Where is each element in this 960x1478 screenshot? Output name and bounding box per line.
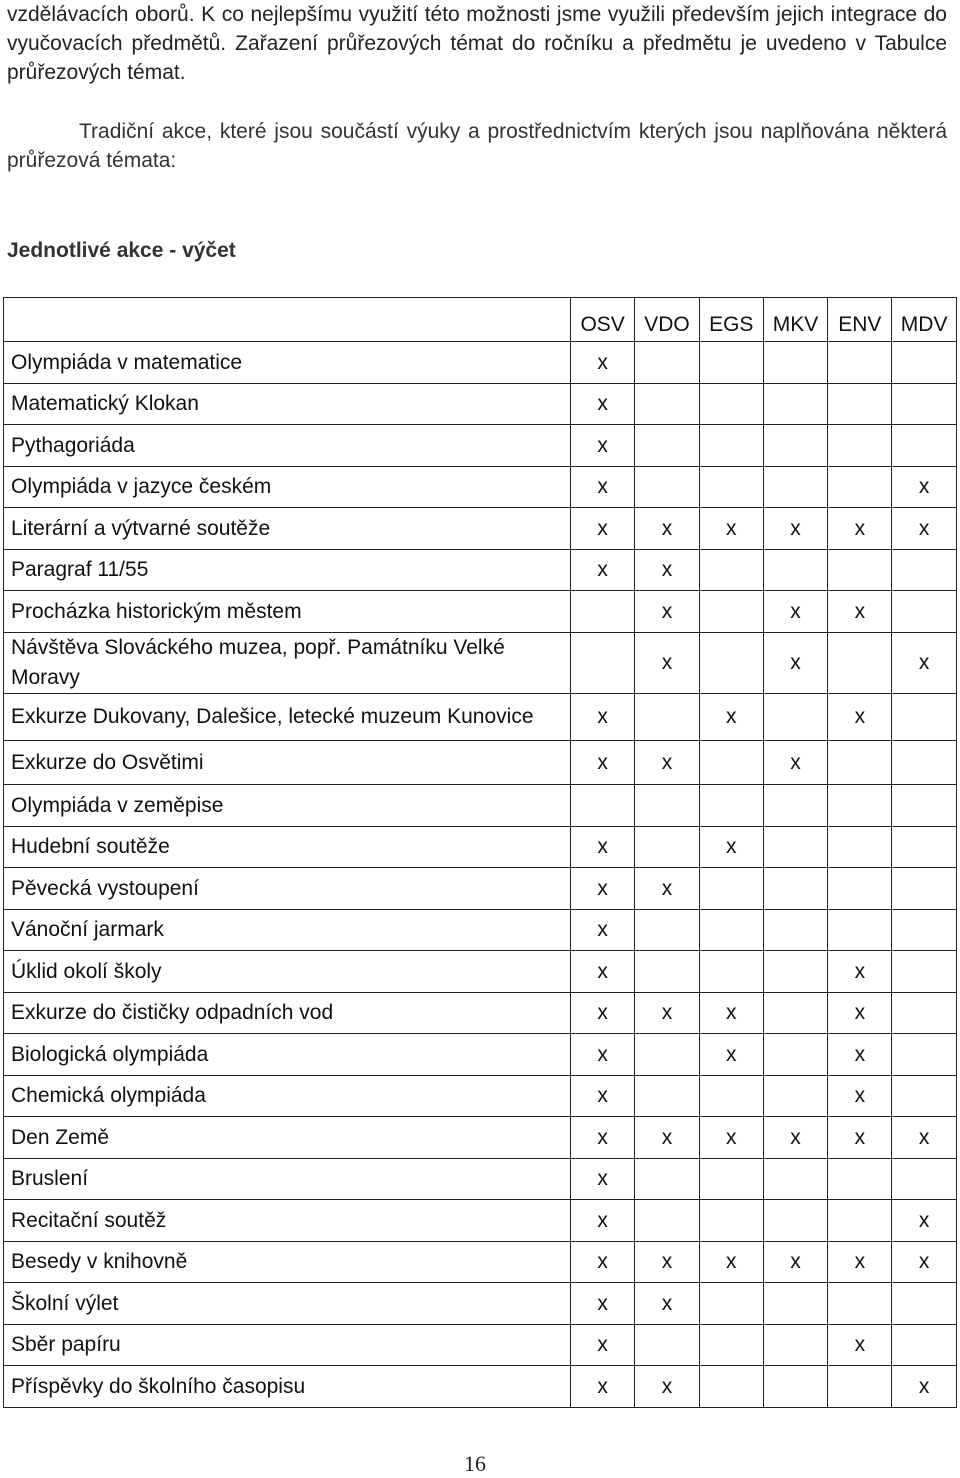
mark-cell-mdv [892, 1034, 956, 1076]
mark-cell-egs [699, 741, 763, 785]
table-row [4, 1366, 957, 1408]
mark-cell-vdo [635, 785, 699, 827]
action-name-cell: Paragraf 11/55 [4, 550, 571, 591]
mark-cell-egs: x [699, 827, 763, 868]
table-row [4, 384, 957, 425]
mark-cell-mdv [892, 868, 956, 910]
mark-cell-osv: x [571, 951, 635, 993]
table-row [4, 1200, 957, 1242]
action-name-cell: Recitační soutěž [4, 1200, 571, 1242]
mark-cell-osv: x [571, 1159, 635, 1200]
header-mdv: MDV [892, 298, 956, 342]
mark-cell-mdv: x [892, 508, 956, 550]
action-name-cell: Matematický Klokan [4, 384, 571, 425]
table-row [4, 694, 957, 741]
table-row [4, 1242, 957, 1283]
table-row [4, 951, 957, 993]
mark-cell-env: x [828, 1076, 892, 1117]
mark-cell-mkv [763, 1200, 827, 1242]
table-row [4, 591, 957, 633]
mark-cell-osv: x [571, 741, 635, 785]
mark-cell-env [828, 467, 892, 508]
mark-cell-env [828, 550, 892, 591]
table-row [4, 550, 957, 591]
mark-cell-egs [699, 1283, 763, 1325]
mark-cell-mkv [763, 342, 827, 384]
mark-cell-mkv [763, 550, 827, 591]
action-name-cell: Olympiáda v matematice [4, 342, 571, 384]
mark-cell-env: x [828, 951, 892, 993]
mark-cell-egs: x [699, 1117, 763, 1159]
mark-cell-vdo: x [635, 591, 699, 633]
mark-cell-mdv [892, 993, 956, 1034]
mark-cell-env: x [828, 1034, 892, 1076]
mark-cell-mdv [892, 384, 956, 425]
mark-cell-mkv [763, 951, 827, 993]
mark-cell-vdo: x [635, 633, 699, 694]
action-name-cell: Exkurze do Osvětimi [4, 741, 571, 785]
table-row [4, 785, 957, 827]
mark-cell-osv: x [571, 384, 635, 425]
mark-cell-env: x [828, 591, 892, 633]
header-egs: EGS [699, 298, 763, 342]
mark-cell-egs [699, 1159, 763, 1200]
mark-cell-mkv [763, 694, 827, 741]
mark-cell-egs [699, 868, 763, 910]
mark-cell-osv: x [571, 1117, 635, 1159]
mark-cell-env [828, 384, 892, 425]
mark-cell-mkv [763, 1159, 827, 1200]
mark-cell-osv: x [571, 827, 635, 868]
mark-cell-vdo [635, 1034, 699, 1076]
table-header-row [4, 298, 957, 342]
mark-cell-mdv [892, 550, 956, 591]
action-name-cell: Exkurze do čističky odpadních vod [4, 993, 571, 1034]
mark-cell-egs: x [699, 1034, 763, 1076]
table-row [4, 1159, 957, 1200]
table-row [4, 1117, 957, 1159]
intro-paragraph: vzdělávacích oborů. K co nejlepšímu využití této možnosti jsme využili především jejich integrace do vyučovacích předmětů. Zařazení průřezových témat do ročníku a předmětu je uvedeno v Tabulce průřezových témat. [7, 3, 947, 84]
mark-cell-vdo [635, 384, 699, 425]
mark-cell-env [828, 1200, 892, 1242]
actions-table [3, 297, 957, 1408]
mark-cell-vdo [635, 694, 699, 741]
mark-cell-vdo [635, 827, 699, 868]
mark-cell-osv: x [571, 1283, 635, 1325]
mark-cell-vdo: x [635, 1242, 699, 1283]
action-name-cell: Sběr papíru [4, 1325, 571, 1366]
header-env: ENV [828, 298, 892, 342]
action-name-cell: Příspěvky do školního časopisu [4, 1366, 571, 1408]
table-row [4, 1325, 957, 1366]
mark-cell-egs [699, 1200, 763, 1242]
action-name-cell: Návštěva Slováckého muzea, popř. Památníku Velké Moravy [4, 633, 571, 694]
mark-cell-vdo: x [635, 993, 699, 1034]
mark-cell-vdo [635, 910, 699, 951]
action-name-cell: Bruslení [4, 1159, 571, 1200]
mark-cell-osv: x [571, 342, 635, 384]
mark-cell-vdo: x [635, 550, 699, 591]
header-empty-cell [4, 298, 571, 342]
mark-cell-egs [699, 1325, 763, 1366]
action-name-cell: Pěvecká vystoupení [4, 868, 571, 910]
mark-cell-mdv: x [892, 1117, 956, 1159]
mark-cell-egs: x [699, 508, 763, 550]
mark-cell-mkv [763, 1366, 827, 1408]
mark-cell-env [828, 868, 892, 910]
mark-cell-osv [571, 633, 635, 694]
action-name-cell: Úklid okolí školy [4, 951, 571, 993]
mark-cell-mdv [892, 827, 956, 868]
mark-cell-mdv [892, 1076, 956, 1117]
mark-cell-mdv [892, 342, 956, 384]
table-row [4, 868, 957, 910]
mark-cell-mkv [763, 827, 827, 868]
mark-cell-mkv [763, 425, 827, 467]
mark-cell-env: x [828, 694, 892, 741]
action-name-cell: Den Země [4, 1117, 571, 1159]
mark-cell-mdv [892, 785, 956, 827]
mark-cell-egs [699, 591, 763, 633]
mark-cell-vdo [635, 1325, 699, 1366]
mark-cell-mdv [892, 694, 956, 741]
action-name-cell: Procházka historickým městem [4, 591, 571, 633]
mark-cell-vdo [635, 425, 699, 467]
mark-cell-egs [699, 550, 763, 591]
action-name-cell: Vánoční jarmark [4, 910, 571, 951]
mark-cell-osv [571, 591, 635, 633]
mark-cell-osv: x [571, 910, 635, 951]
mark-cell-vdo [635, 342, 699, 384]
mark-cell-vdo: x [635, 741, 699, 785]
mark-cell-osv: x [571, 467, 635, 508]
mark-cell-mdv: x [892, 1200, 956, 1242]
mark-cell-mdv [892, 910, 956, 951]
mark-cell-mdv [892, 425, 956, 467]
mark-cell-vdo [635, 1159, 699, 1200]
actions-table-container [3, 297, 957, 1408]
mark-cell-vdo: x [635, 868, 699, 910]
action-name-cell: Olympiáda v jazyce českém [4, 467, 571, 508]
mark-cell-osv: x [571, 508, 635, 550]
table-row [4, 1283, 957, 1325]
mark-cell-env: x [828, 1242, 892, 1283]
mark-cell-mkv: x [763, 741, 827, 785]
mark-cell-osv: x [571, 868, 635, 910]
action-name-cell: Biologická olympiáda [4, 1034, 571, 1076]
mark-cell-mkv [763, 1034, 827, 1076]
mark-cell-mdv: x [892, 1242, 956, 1283]
section-heading: Jednotlivé akce - výčet [7, 239, 236, 262]
mark-cell-osv: x [571, 1366, 635, 1408]
action-name-cell: Pythagoriáda [4, 425, 571, 467]
action-name-cell: Školní výlet [4, 1283, 571, 1325]
mark-cell-vdo: x [635, 1283, 699, 1325]
table-body [4, 342, 957, 1408]
action-name-cell: Exkurze Dukovany, Dalešice, letecké muzeum Kunovice [4, 694, 571, 741]
mark-cell-egs: x [699, 1242, 763, 1283]
mark-cell-env [828, 633, 892, 694]
mark-cell-egs [699, 785, 763, 827]
mark-cell-osv [571, 785, 635, 827]
page-number: 16 [464, 1451, 486, 1476]
mark-cell-mkv: x [763, 1242, 827, 1283]
table-row [4, 827, 957, 868]
mark-cell-mdv: x [892, 633, 956, 694]
mark-cell-osv: x [571, 1200, 635, 1242]
mark-cell-vdo [635, 1076, 699, 1117]
mark-cell-mdv [892, 1325, 956, 1366]
table-row [4, 633, 957, 694]
mark-cell-osv: x [571, 425, 635, 467]
action-name-cell: Besedy v knihovně [4, 1242, 571, 1283]
header-vdo: VDO [635, 298, 699, 342]
mark-cell-egs [699, 384, 763, 425]
mark-cell-mkv: x [763, 591, 827, 633]
header-mkv: MKV [763, 298, 827, 342]
action-name-cell: Hudební soutěže [4, 827, 571, 868]
mark-cell-mkv [763, 1283, 827, 1325]
mark-cell-env [828, 785, 892, 827]
mark-cell-mdv [892, 1283, 956, 1325]
mark-cell-mkv [763, 868, 827, 910]
mark-cell-mdv [892, 591, 956, 633]
mark-cell-mdv: x [892, 467, 956, 508]
action-name-cell: Olympiáda v zeměpise [4, 785, 571, 827]
header-osv: OSV [571, 298, 635, 342]
mark-cell-osv: x [571, 1034, 635, 1076]
actions-intro-paragraph: Tradiční akce, které jsou součástí výuky a prostřednictvím kterých jsou naplňována některá průřezová témata: [7, 120, 947, 172]
mark-cell-mdv [892, 741, 956, 785]
mark-cell-mdv [892, 951, 956, 993]
mark-cell-egs: x [699, 694, 763, 741]
mark-cell-egs: x [699, 993, 763, 1034]
mark-cell-mkv: x [763, 1117, 827, 1159]
mark-cell-osv: x [571, 694, 635, 741]
action-name-cell: Literární a výtvarné soutěže [4, 508, 571, 550]
mark-cell-egs [699, 633, 763, 694]
mark-cell-env [828, 1283, 892, 1325]
mark-cell-env: x [828, 508, 892, 550]
mark-cell-env [828, 342, 892, 384]
mark-cell-vdo [635, 1200, 699, 1242]
table-row [4, 1034, 957, 1076]
mark-cell-mkv [763, 467, 827, 508]
mark-cell-env [828, 827, 892, 868]
mark-cell-osv: x [571, 993, 635, 1034]
mark-cell-mdv [892, 1159, 956, 1200]
mark-cell-vdo [635, 951, 699, 993]
mark-cell-mkv: x [763, 508, 827, 550]
mark-cell-mkv [763, 993, 827, 1034]
mark-cell-egs [699, 342, 763, 384]
mark-cell-mkv [763, 910, 827, 951]
mark-cell-env: x [828, 1325, 892, 1366]
mark-cell-mkv: x [763, 633, 827, 694]
mark-cell-mkv [763, 384, 827, 425]
mark-cell-env [828, 1159, 892, 1200]
mark-cell-vdo: x [635, 508, 699, 550]
table-row [4, 910, 957, 951]
mark-cell-osv: x [571, 550, 635, 591]
mark-cell-egs [699, 1366, 763, 1408]
mark-cell-vdo: x [635, 1366, 699, 1408]
mark-cell-mkv [763, 1076, 827, 1117]
mark-cell-osv: x [571, 1076, 635, 1117]
mark-cell-env [828, 425, 892, 467]
mark-cell-egs [699, 1076, 763, 1117]
table-row [4, 1076, 957, 1117]
mark-cell-env: x [828, 1117, 892, 1159]
mark-cell-egs [699, 467, 763, 508]
table-row [4, 342, 957, 384]
mark-cell-env [828, 910, 892, 951]
mark-cell-egs [699, 910, 763, 951]
mark-cell-mdv: x [892, 1366, 956, 1408]
table-row [4, 741, 957, 785]
mark-cell-osv: x [571, 1325, 635, 1366]
mark-cell-mkv [763, 785, 827, 827]
mark-cell-vdo [635, 467, 699, 508]
table-row [4, 508, 957, 550]
mark-cell-env: x [828, 993, 892, 1034]
action-name-cell: Chemická olympiáda [4, 1076, 571, 1117]
mark-cell-mkv [763, 1325, 827, 1366]
mark-cell-env [828, 1366, 892, 1408]
mark-cell-egs [699, 425, 763, 467]
table-row [4, 425, 957, 467]
table-row [4, 467, 957, 508]
mark-cell-env [828, 741, 892, 785]
mark-cell-vdo: x [635, 1117, 699, 1159]
mark-cell-egs [699, 951, 763, 993]
table-row [4, 993, 957, 1034]
mark-cell-osv: x [571, 1242, 635, 1283]
